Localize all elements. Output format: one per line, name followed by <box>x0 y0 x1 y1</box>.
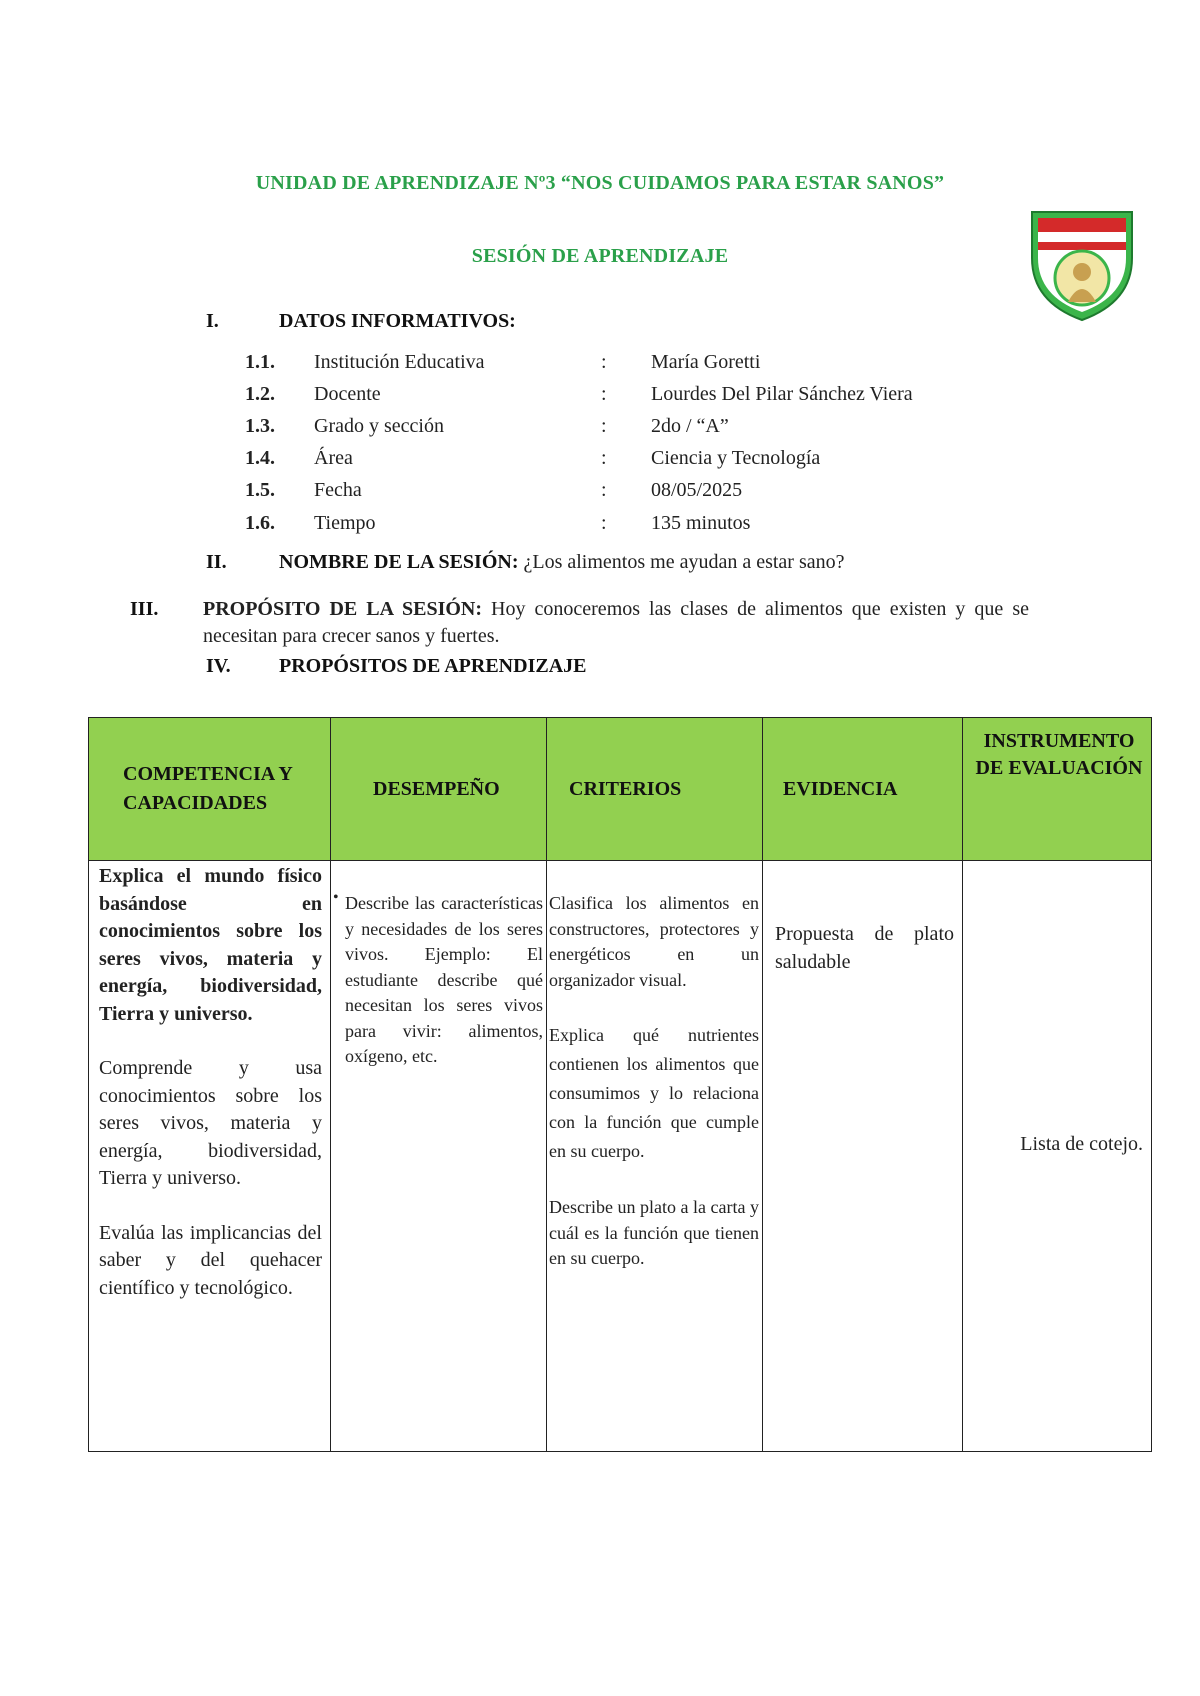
cell-desempeno <box>331 861 547 1452</box>
section-3-title: PROPÓSITO DE LA SESIÓN: <box>203 598 483 620</box>
table-header-row <box>89 718 1152 861</box>
section-3-paragraph <box>203 596 1029 650</box>
info-colon: : <box>601 383 607 405</box>
session-name-value: ¿Los alimentos me ayudan a estar sano? <box>523 551 845 573</box>
capacidad-2: Evalúa las implicancias del saber y del quehacer científico y tecnológico. <box>99 1221 322 1299</box>
info-num: 1.6. <box>245 512 275 534</box>
cell-instrumento <box>963 861 1152 1452</box>
cell-evidencia <box>763 861 963 1452</box>
section-2-numeral: II. <box>206 551 227 573</box>
section-1-numeral: I. <box>206 310 219 332</box>
header-criterios: CRITERIOS <box>547 718 763 861</box>
capacidad-1: Comprende y usa conocimientos sobre los seres vivos, materia y energía, biodiversidad, Tierra y universo. <box>99 1057 322 1189</box>
bullet-icon: • <box>333 889 339 906</box>
info-value: 2do / “A” <box>651 415 729 437</box>
info-row-institution <box>245 348 1045 376</box>
learning-purposes-table <box>88 717 1152 1452</box>
header-desempeno: DESEMPEÑO <box>331 718 547 861</box>
info-label: Tiempo <box>314 512 376 534</box>
section-3-numeral: III. <box>130 598 159 620</box>
info-num: 1.2. <box>245 383 275 405</box>
session-title: SESIÓN DE APRENDIZAJE <box>471 245 729 267</box>
info-label: Docente <box>314 383 381 405</box>
desempeno-text: Describe las características y necesidades de los seres vivos. Ejemplo: El estudiante describe qué necesitan los seres vivos para vivir: alimentos, oxígeno, etc. <box>345 893 543 1066</box>
section-4-numeral: IV. <box>206 655 231 677</box>
info-value: Lourdes Del Pilar Sánchez Viera <box>651 383 913 405</box>
header-evidencia: EVIDENCIA <box>763 718 963 861</box>
info-label: Institución Educativa <box>314 351 485 373</box>
info-value: 135 minutos <box>651 512 751 534</box>
info-value: María Goretti <box>651 351 761 373</box>
section-2-title: NOMBRE DE LA SESIÓN: <box>279 551 519 573</box>
info-colon: : <box>601 512 607 534</box>
session-purpose-value: Hoy conoceremos las clases de alimentos que existen y que se necesitan para crecer sanos y fuertes. <box>203 598 1029 647</box>
header-instrumento: INSTRUMENTO DE EVALUACIÓN <box>963 718 1152 861</box>
info-num: 1.5. <box>245 479 275 501</box>
info-label: Área <box>314 447 353 469</box>
section-1-title: DATOS INFORMATIVOS: <box>279 310 516 332</box>
competencia-main: Explica el mundo físico basándose en conocimientos sobre los seres vivos, materia y energía, biodiversidad, Tierra y universo. <box>99 865 322 1025</box>
evidencia-text: Propuesta de plato saludable <box>775 923 954 973</box>
cell-criterios <box>547 861 763 1452</box>
info-value: Ciencia y Tecnología <box>651 447 821 469</box>
info-row-time <box>245 509 1045 537</box>
header-competencia: COMPETENCIA Y CAPACIDADES <box>89 718 331 861</box>
info-row-grade <box>245 412 1045 440</box>
cell-competencia <box>89 861 331 1452</box>
unit-title: UNIDAD DE APRENDIZAJE Nº3 “NOS CUIDAMOS PARA ESTAR SANOS” <box>255 172 945 194</box>
info-row-date <box>245 476 1045 504</box>
info-row-area <box>245 444 1045 472</box>
instrumento-text: Lista de cotejo. <box>1020 1133 1143 1155</box>
info-colon: : <box>601 351 607 373</box>
section-4-title: PROPÓSITOS DE APRENDIZAJE <box>279 655 587 677</box>
info-label: Grado y sección <box>314 415 444 437</box>
criterio-3: Describe un plato a la carta y cuál es la función que tienen en su cuerpo. <box>549 1197 759 1268</box>
info-row-teacher <box>245 380 1045 408</box>
school-crest-logo <box>1028 206 1136 324</box>
criterio-2: Explica qué nutrientes contienen los alimentos que consumimos y lo relaciona con la función que cumple en su cuerpo. <box>549 1025 759 1161</box>
info-colon: : <box>601 479 607 501</box>
info-num: 1.3. <box>245 415 275 437</box>
info-colon: : <box>601 415 607 437</box>
info-colon: : <box>601 447 607 469</box>
table-row <box>89 861 1152 1452</box>
info-num: 1.1. <box>245 351 275 373</box>
school-crest-icon <box>1028 206 1136 324</box>
info-label: Fecha <box>314 479 362 501</box>
criterio-1: Clasifica los alimentos en constructores, protectores y energéticos en un organizador visual. <box>549 893 759 990</box>
info-num: 1.4. <box>245 447 275 469</box>
info-value: 08/05/2025 <box>651 479 743 501</box>
